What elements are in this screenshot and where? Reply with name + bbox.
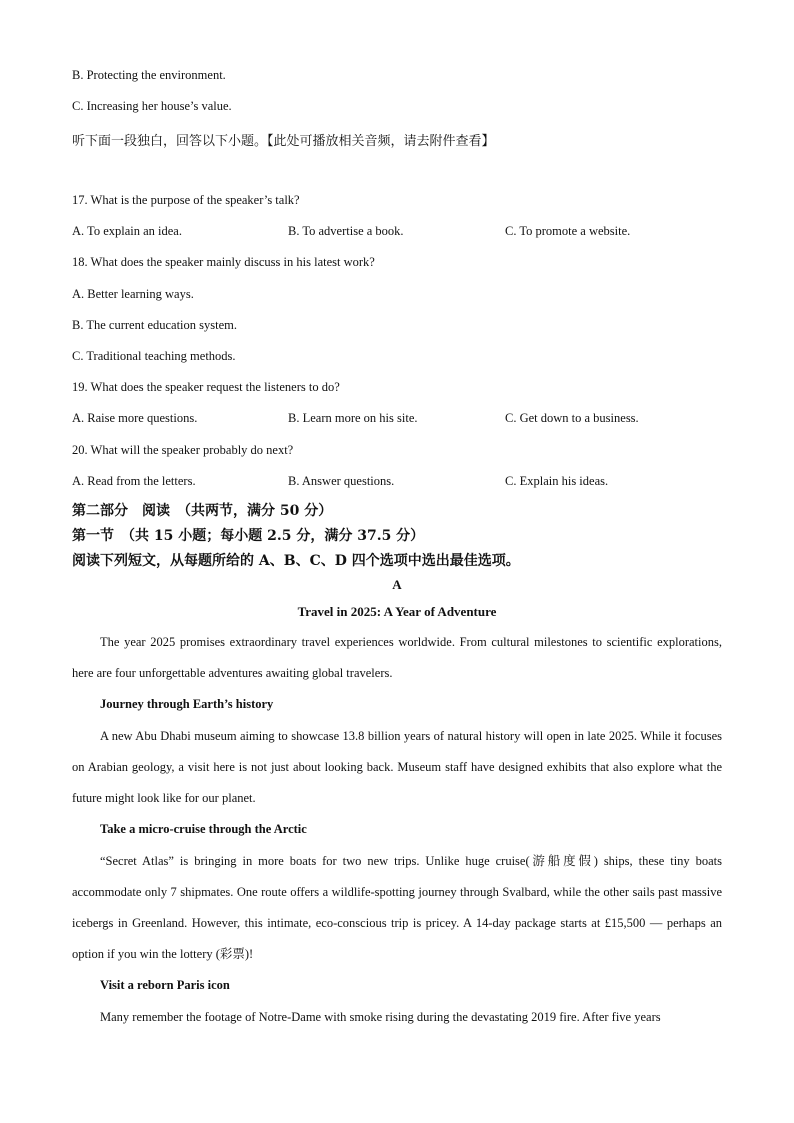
passage-title: Travel in 2025: A Year of Adventure <box>297 604 497 619</box>
intro-paragraph: The year 2025 promises extraordinary travel experiences worldwide. From cultural milestones to scientific explorations, here are four unforgettable adventures awaiting global travelers. <box>72 635 722 680</box>
passage-letter: A <box>392 577 402 592</box>
option-17b: B. To advertise a book. <box>288 224 404 238</box>
question-17: 17. What is the purpose of the speaker’s talk? <box>72 193 300 207</box>
option-16c: C. Increasing her house’s value. <box>72 99 232 113</box>
question-20: 20. What will the speaker probably do next? <box>72 443 294 457</box>
option-17c: C. To promote a website. <box>505 224 631 238</box>
section-title: 第一节 （共 15 小题；每小题 2.5 分，满分 37.5 分） <box>72 528 425 544</box>
option-20b: B. Answer questions. <box>288 474 395 488</box>
option-19c: C. Get down to a business. <box>505 411 639 425</box>
option-19a: A. Raise more questions. <box>72 411 198 425</box>
option-20a: A. Read from the letters. <box>72 474 196 488</box>
heading-earth-history: Journey through Earth’s history <box>100 697 274 711</box>
paragraph-museum: A new Abu Dhabi museum aiming to showcase 13.8 billion years of natural history will open in late 2025. While it focuses on Arabian geology, a visit here is not just about looking back. Museum staff have designed exhibits that also explore what the future might look like for our planet. <box>72 729 722 805</box>
heading-arctic-cruise: Take a micro-cruise through the Arctic <box>100 822 307 836</box>
question-18: 18. What does the speaker mainly discuss in his latest work? <box>72 255 375 269</box>
option-18c: C. Traditional teaching methods. <box>72 349 236 363</box>
option-16b: B. Protecting the environment. <box>72 68 226 82</box>
reading-instruction: 阅读下列短文，从每题所给的 A、B、C、D 四个选项中选出最佳选项。 <box>72 553 520 569</box>
paragraph-cruise: “Secret Atlas” is bringing in more boats for two new trips. Unlike huge cruise(游船度假) ships, these tiny boats accommodate only 7 shipmates. One route offers a wildlife-spotting journey through Svalbard, while the other sails past massive icebergs in Greenland. However, this intimate, eco-conscious trip is pricey. A 14-day package starts at £15,500 — perhaps an option if you win the lottery (彩票)! <box>72 854 722 961</box>
heading-paris-icon: Visit a reborn Paris icon <box>100 978 230 992</box>
question-19: 19. What does the speaker request the listeners to do? <box>72 380 340 394</box>
part-title: 第二部分 阅读 （共两节，满分 50 分） <box>72 503 333 519</box>
option-19b: B. Learn more on his site. <box>288 411 418 425</box>
option-18a: A. Better learning ways. <box>72 287 194 301</box>
paragraph-notre-dame: Many remember the footage of Notre-Dame with smoke rising during the devastating 2019 fire. After five years <box>100 1010 661 1024</box>
option-20c: C. Explain his ideas. <box>505 474 609 488</box>
listening-instruction: 听下面一段独白，回答以下小题。【此处可播放相关音频，请去附件查看】 <box>72 134 495 149</box>
option-17a: A. To explain an idea. <box>72 224 182 238</box>
option-18b: B. The current education system. <box>72 318 238 332</box>
